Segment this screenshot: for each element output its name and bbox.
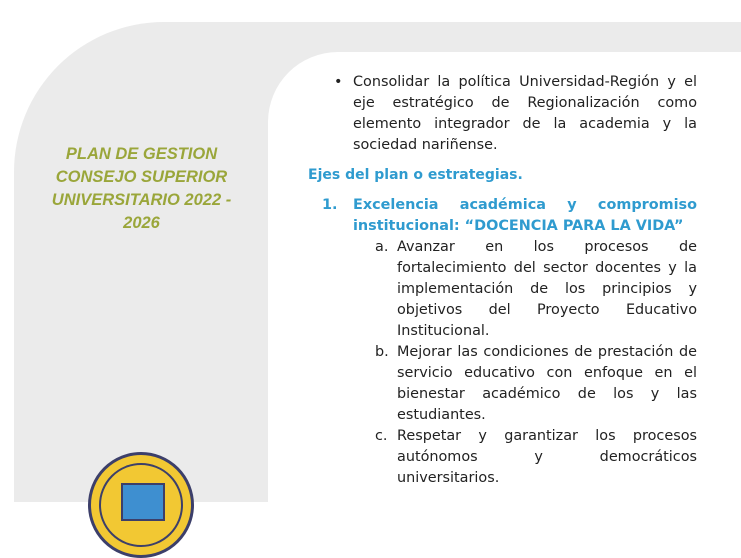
- list-item: [308, 342, 697, 426]
- axis-items-list: [308, 237, 697, 489]
- list-item-text: Avanzar en los procesos de fortalecimiento del sector docentes y la implementación de los principios y objetivos del Proyecto Educativo Institucional.: [397, 239, 697, 339]
- list-item: [308, 426, 697, 489]
- strategy-axis: [308, 195, 697, 237]
- title-line: UNIVERSITARIO 2022 -: [51, 191, 232, 209]
- title-line: 2026: [123, 214, 160, 232]
- axis-title-line: institucional: “DOCENCIA PARA LA VIDA”: [353, 218, 684, 234]
- bullet-item: [308, 72, 697, 156]
- document-body: [308, 72, 697, 489]
- list-item-letter: b.: [375, 344, 389, 360]
- bullet-text: Consolidar la política Universidad-Región y el eje estratégico de Regionalización como elemento integrador de la academia y la sociedad nariñense.: [353, 74, 697, 153]
- axis-title: [353, 195, 697, 237]
- document-title: [34, 143, 249, 235]
- axis-number: 1.: [322, 197, 338, 213]
- list-item-text: Mejorar las condiciones de prestación de servicio educativo con enfoque en el bienestar académico de los y las estudiantes.: [397, 344, 697, 423]
- list-item-letter: a.: [375, 239, 389, 255]
- section-heading: Ejes del plan o estrategias.: [308, 167, 523, 183]
- title-line: CONSEJO SUPERIOR: [55, 168, 228, 186]
- bullet-icon: •: [334, 74, 343, 90]
- list-item: [308, 237, 697, 342]
- title-line: PLAN DE GESTION: [65, 145, 218, 163]
- university-seal-logo: [88, 452, 194, 558]
- list-item-text: Respetar y garantizar los procesos autónomos y democráticos universitarios.: [397, 428, 697, 486]
- list-item-letter: c.: [375, 428, 388, 444]
- axis-title-line: Excelencia académica y compromiso: [353, 197, 697, 213]
- seal-shield-icon: [121, 483, 165, 521]
